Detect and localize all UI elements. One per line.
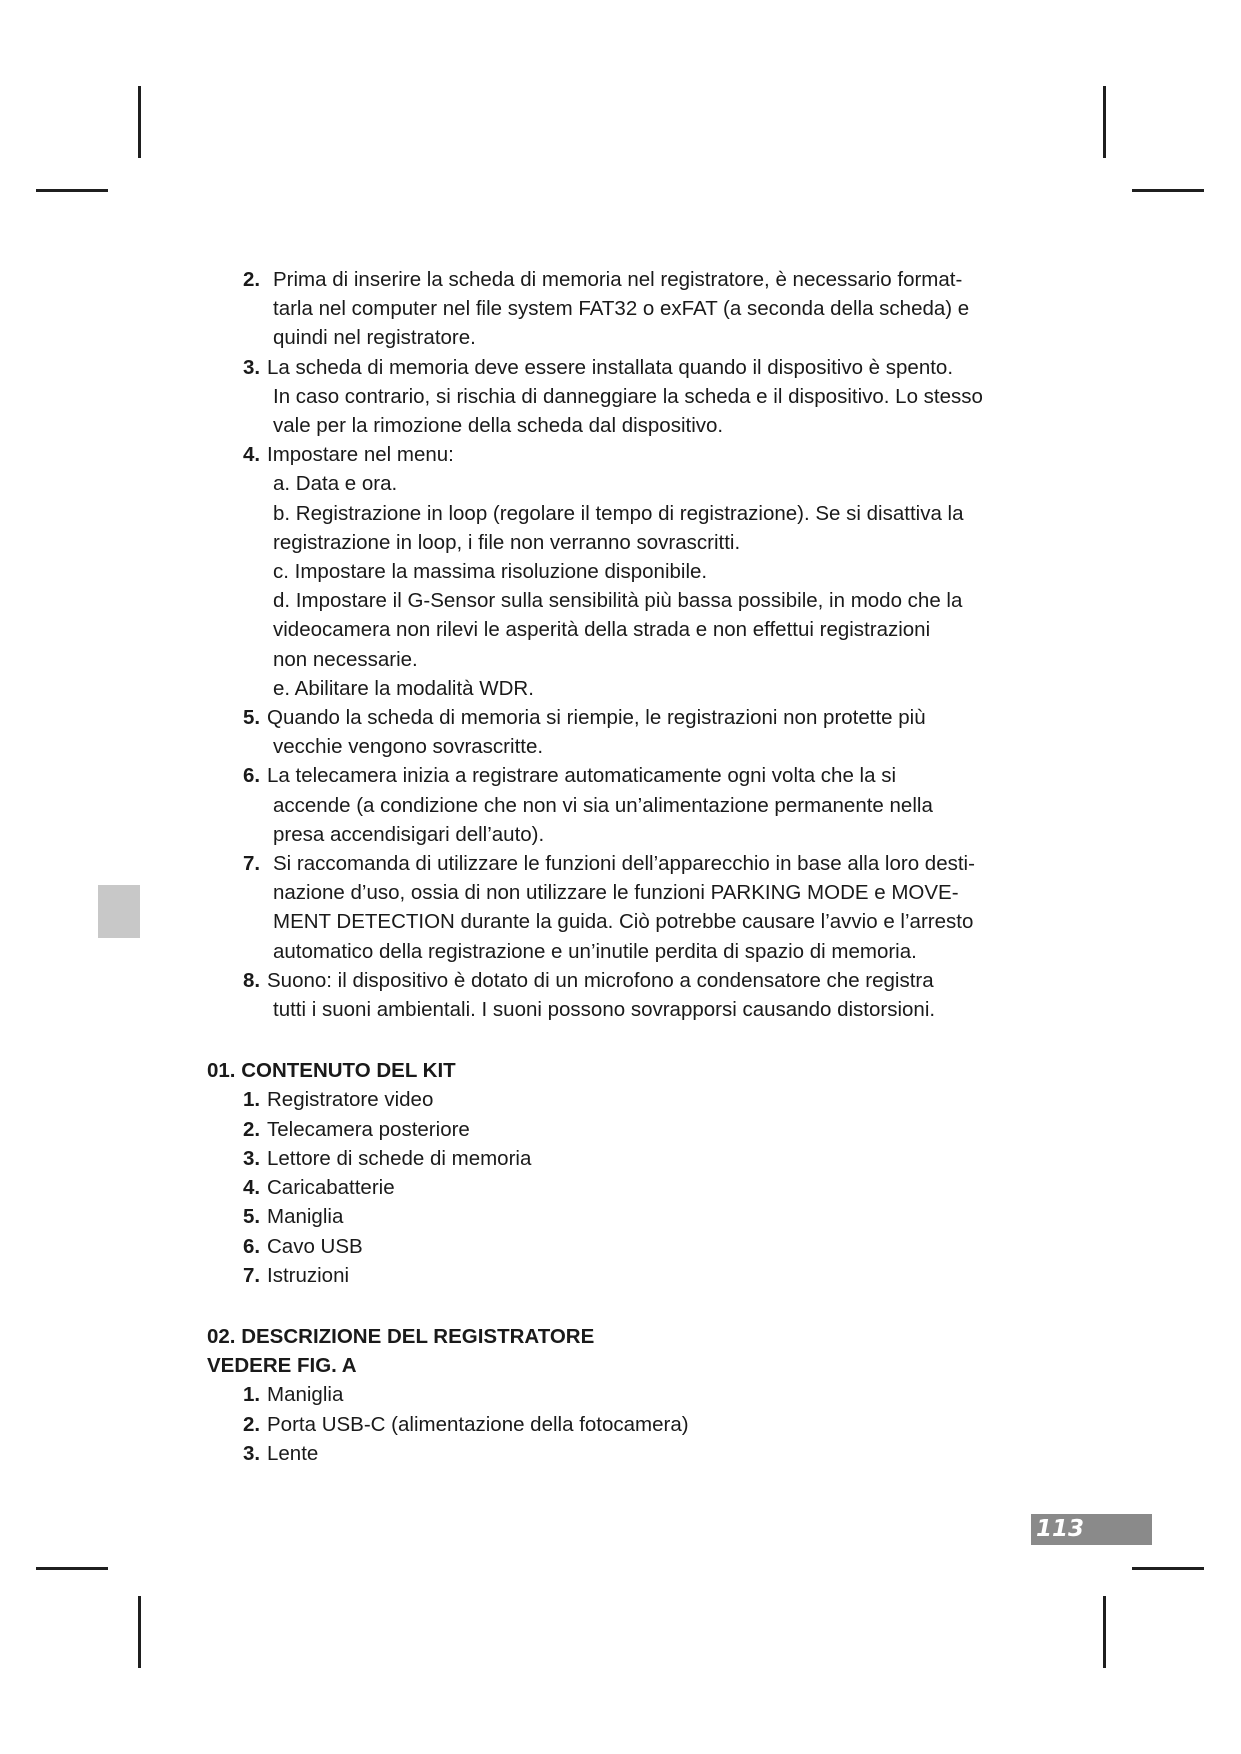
list-item: 3. Lettore di schede di memoria — [243, 1146, 532, 1170]
crop-mark-top-left-vertical — [138, 86, 141, 158]
description-section — [207, 1322, 1047, 1468]
list-number: 7. — [243, 852, 261, 876]
section-side-tab — [98, 885, 140, 938]
crop-mark-bottom-right-horizontal — [1132, 1567, 1204, 1570]
crop-mark-bottom-left-horizontal — [36, 1567, 108, 1570]
list-item: 6. Cavo USB — [243, 1234, 363, 1258]
crop-mark-top-right-horizontal — [1132, 189, 1204, 192]
page-number: 113 — [1031, 1514, 1152, 1545]
list-item: 5. Quando la scheda di memoria si riempie, le registrazioni non protette più vecchie vengono sovrascritte. — [207, 703, 1047, 761]
kit-heading: 01. CONTENUTO DEL KIT — [207, 1059, 456, 1083]
kit-section — [207, 1056, 1047, 1290]
list-item: 7. Istruzioni — [243, 1263, 350, 1287]
list-number: 5. — [243, 706, 261, 730]
description-heading: 02. DESCRIZIONE DEL REGISTRATORE — [207, 1324, 595, 1348]
crop-mark-bottom-left-vertical — [138, 1596, 141, 1668]
crop-mark-bottom-right-vertical — [1103, 1596, 1106, 1668]
crop-mark-top-right-vertical — [1103, 86, 1106, 158]
list-item: 4. Caricabatterie — [243, 1176, 395, 1200]
list-item: 2. Telecamera posteriore — [243, 1117, 470, 1141]
crop-mark-top-left-horizontal — [36, 189, 108, 192]
list-item: 6. La telecamera inizia a registrare automaticamente ogni volta che la si accende (a condizione che non vi sia un’alimentazione permanente nella presa accendisigari dell’auto). — [207, 761, 1047, 849]
list-number: 4. — [243, 443, 261, 467]
list-item: 2. Prima di inserire la scheda di memoria nel registratore, è necessario format- tarla nel computer nel file system FAT32 o exFAT (a seconda della scheda) e quindi nel registratore. — [207, 265, 1047, 353]
list-item: 1. Maniglia — [243, 1383, 344, 1407]
list-number: 6. — [243, 764, 261, 788]
list-item: 2. Porta USB-C (alimentazione della fotocamera) — [243, 1412, 689, 1436]
description-subheading: VEDERE FIG. A — [207, 1354, 357, 1378]
list-item: 1. Registratore video — [243, 1088, 434, 1112]
list-item: 3. La scheda di memoria deve essere installata quando il dispositivo è spento. In caso contrario, si rischia di danneggiare la scheda e il dispositivo. Lo stesso vale per la rimozione della scheda dal dispositivo. — [207, 353, 1047, 441]
list-number: 3. — [243, 355, 261, 379]
list-number: 2. — [243, 268, 261, 291]
list-item: 3. Lente — [243, 1441, 319, 1465]
list-item: 7. Si raccomanda di utilizzare le funzioni dell’apparecchio in base alla loro desti- nazione d’uso, ossia di non utilizzare le funzioni PARKING MODE e MOVE- MENT DETECTION durante la guida. Ciò potrebbe causare l’avvio e l’arresto automatico della registrazione e un’inutile perdita di spazio di memoria. — [207, 849, 1047, 966]
page-content — [207, 265, 1047, 1468]
list-item: 5. Maniglia — [243, 1205, 344, 1229]
list-item: 8. Suono: il dispositivo è dotato di un microfono a condensatore che registra tutti i suoni ambientali. I suoni possono sovrapporsi causando distorsioni. — [207, 966, 1047, 1024]
list-number: 8. — [243, 968, 261, 992]
list-item: 4. Impostare nel menu: a. Data e ora. b. Registrazione in loop (regolare il tempo di registrazione). Se si disattiva la registrazione in loop, i file non verranno sovrascritti. c. Impostare la massima risoluzione disponibile. d. Impostare il G-Sensor sulla sensibilità più bassa possibile, in modo che la videocamera non rilevi le asperità della strada e non effettui registrazioni non necessarie. e. Abilitare la modalità WDR. — [207, 440, 1047, 703]
instructions-list — [207, 265, 1047, 1024]
